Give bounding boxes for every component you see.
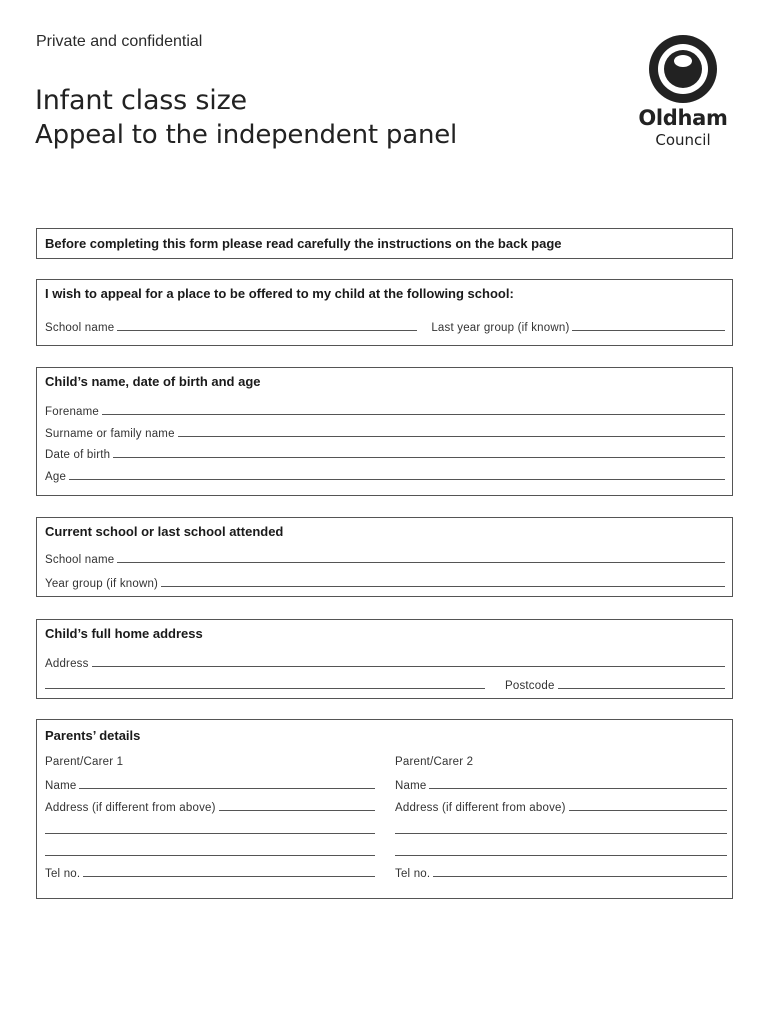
parents-details-section — [36, 719, 733, 899]
confidential-label: Private and confidential — [36, 33, 203, 50]
appeal-year-label: Last year group (if known) — [431, 322, 570, 334]
form-subtitle: Appeal to the independent panel — [35, 120, 458, 150]
carer1-heading: Parent/Carer 1 — [45, 756, 124, 768]
age-label: Age — [45, 471, 67, 483]
carer1-tel-label: Tel no. — [45, 868, 81, 880]
carer2-address-line-3[interactable] — [395, 855, 727, 856]
surname-field[interactable] — [178, 436, 725, 437]
home-address-section — [36, 619, 733, 699]
carer2-heading: Parent/Carer 2 — [395, 756, 474, 768]
carer2-name-field[interactable] — [429, 788, 727, 789]
current-school-heading: Current school or last school attended — [45, 524, 284, 539]
address-field-2[interactable] — [45, 688, 485, 689]
notice-box — [36, 228, 733, 259]
appeal-year-field[interactable] — [572, 330, 725, 331]
address-heading: Child’s full home address — [45, 626, 203, 641]
carer2-tel-field[interactable] — [433, 876, 727, 877]
form-title: Infant class size — [35, 85, 247, 116]
carer2-address-line-2[interactable] — [395, 833, 727, 834]
current-year-label: Year group (if known) — [45, 578, 159, 590]
current-year-field[interactable] — [161, 586, 725, 587]
logo-name: Oldham — [638, 106, 728, 130]
carer1-address-label: Address (if different from above) — [45, 802, 216, 814]
current-school-section — [36, 517, 733, 597]
forename-label: Forename — [45, 406, 100, 418]
carer1-address-field[interactable] — [219, 810, 375, 811]
oldham-council-logo-icon — [648, 34, 718, 104]
forename-field[interactable] — [102, 414, 725, 415]
carer2-name-label: Name — [395, 780, 427, 792]
carer2-address-label: Address (if different from above) — [395, 802, 566, 814]
logo-sub: Council — [655, 131, 711, 149]
appeal-school-label: School name — [45, 322, 115, 334]
surname-label: Surname or family name — [45, 428, 175, 440]
postcode-label: Postcode — [505, 680, 555, 692]
appeal-heading: I wish to appeal for a place to be offered to my child at the following school: — [45, 286, 514, 301]
carer1-name-field[interactable] — [79, 788, 375, 789]
carer1-name-label: Name — [45, 780, 77, 792]
oldham-council-logo — [628, 34, 738, 152]
parents-heading: Parents’ details — [45, 728, 141, 743]
appeal-school-section — [36, 279, 733, 346]
dob-field[interactable] — [113, 457, 725, 458]
age-field[interactable] — [69, 479, 725, 480]
carer2-tel-label: Tel no. — [395, 868, 431, 880]
child-details-section — [36, 367, 733, 496]
dob-label: Date of birth — [45, 449, 111, 461]
address-label: Address — [45, 658, 89, 670]
carer1-address-line-3[interactable] — [45, 855, 375, 856]
address-field[interactable] — [92, 666, 725, 667]
notice-text: Before completing this form please read carefully the instructions on the back page — [45, 236, 562, 251]
carer1-address-line-2[interactable] — [45, 833, 375, 834]
appeal-school-field[interactable] — [117, 330, 417, 331]
carer2-address-field[interactable] — [569, 810, 727, 811]
postcode-field[interactable] — [558, 688, 725, 689]
carer1-tel-field[interactable] — [83, 876, 375, 877]
current-school-label: School name — [45, 554, 115, 566]
child-heading: Child’s name, date of birth and age — [45, 374, 261, 389]
current-school-field[interactable] — [117, 562, 725, 563]
